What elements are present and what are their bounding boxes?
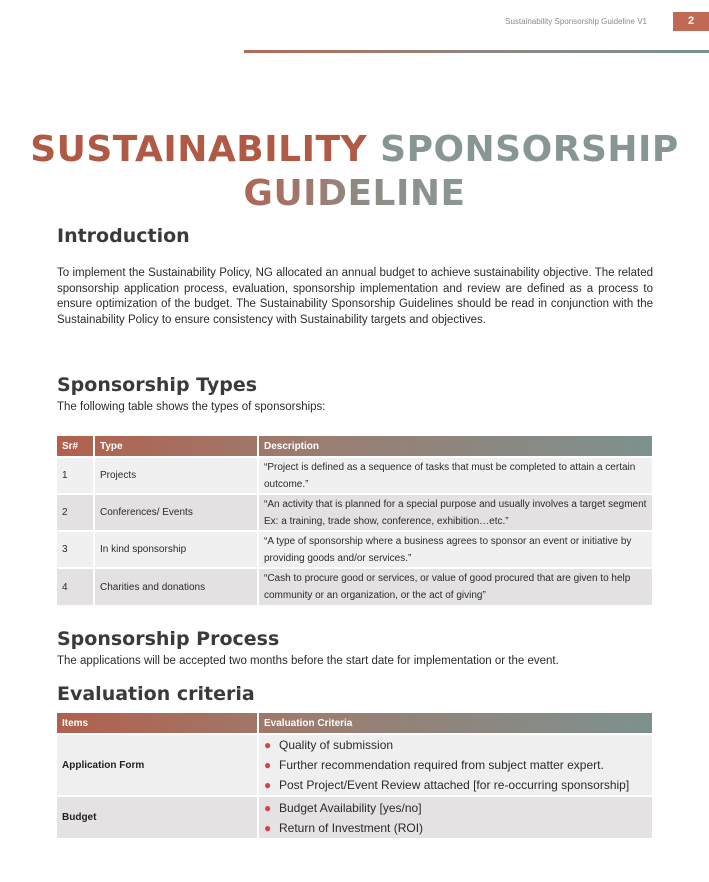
cell-sr: 4 [57,568,94,605]
bullet-icon: ● [264,778,272,792]
sponsorship-process-text: The applications will be accepted two months before the start date for implementation or the event. [57,655,559,667]
cell-item: Application Form [57,734,258,796]
cell-description: “Cash to procure good or services, or value of good procured that are given to help community or an organization, or the act of giving” [258,568,652,605]
evaluation-heading: Evaluation criteria [57,683,255,705]
cell-type: Charities and donations [94,568,258,605]
list-item [264,798,647,818]
title-part-guideline: GUIDELINE [243,173,466,214]
criteria-text: Quality of submission [279,738,394,752]
title-part-sponsorship: SPONSORSHIP [380,129,679,170]
table-row [57,568,652,605]
bullet-icon: ● [264,758,272,772]
list-item [264,755,647,775]
bullet-icon: ● [264,738,272,752]
page-number-badge: 2 [673,12,709,31]
cell-description: “An activity that is planned for a special purpose and usually involves a target segment Ex: a training, trade show, conference, exhibition…etc.” [258,494,652,531]
sponsorship-types-heading: Sponsorship Types [57,374,258,396]
table-row [57,796,652,838]
document-title [0,128,709,216]
sponsorship-types-intro: The following table shows the types of sponsorships: [57,401,326,413]
evaluation-table-header [57,713,652,734]
cell-criteria [258,734,652,796]
cell-type: Conferences/ Events [94,494,258,531]
criteria-list [264,735,647,795]
sponsorship-process-heading: Sponsorship Process [57,628,280,650]
evaluation-criteria-table [57,713,652,838]
header-rule [244,50,709,53]
cell-type: Projects [94,457,258,494]
bullet-icon: ● [264,820,272,835]
list-item [264,735,647,755]
cell-sr: 1 [57,457,94,494]
list-item [264,775,647,795]
sponsorship-types-table [57,436,652,605]
types-table-header [57,436,652,457]
column-header-sr: Sr# [62,440,79,452]
bullet-icon: ● [264,800,272,815]
cell-sr: 3 [57,531,94,568]
criteria-text: Post Project/Event Review attached [for re-occurring sponsorship] [279,778,630,792]
table-row [57,494,652,531]
criteria-text: Further recommendation required from subject matter expert. [279,758,604,772]
cell-criteria [258,796,652,838]
criteria-list [264,798,647,838]
column-header-type: Type [94,436,258,457]
cell-sr: 2 [57,494,94,531]
table-row [57,457,652,494]
list-item [264,818,647,838]
criteria-text: Budget Availability [yes/no] [279,800,422,815]
running-header-title: Sustainability Sponsorship Guideline V1 [505,17,647,26]
criteria-text: Return of Investment (ROI) [279,820,424,835]
cell-type: In kind sponsorship [94,531,258,568]
table-row [57,531,652,568]
title-part-sustainability: SUSTAINABILITY [30,129,368,170]
introduction-text: To implement the Sustainability Policy, NG allocated an annual budget to achieve sustainability objective. The related sponsorship application process, evaluation, sponsorship implementation and review are defined as a process to ensure optimization of the budget. The Sustainability Sponsorship Guidelines should be read in conjunction with the Sustainability Policy to ensure consistency with Sustainability targets and objectives. [57,267,653,326]
column-header-evaluation-criteria: Evaluation Criteria [258,713,652,734]
cell-description: “Project is defined as a sequence of tasks that must be completed to attain a certain outcome.” [258,457,652,494]
cell-description: “A type of sponsorship where a business agrees to sponsor an event or initiative by providing goods and/or services.” [258,531,652,568]
column-header-description: Description [258,436,652,457]
introduction-heading: Introduction [57,225,190,247]
cell-item: Budget [57,796,258,838]
column-header-items: Items [62,717,89,729]
table-row [57,734,652,796]
